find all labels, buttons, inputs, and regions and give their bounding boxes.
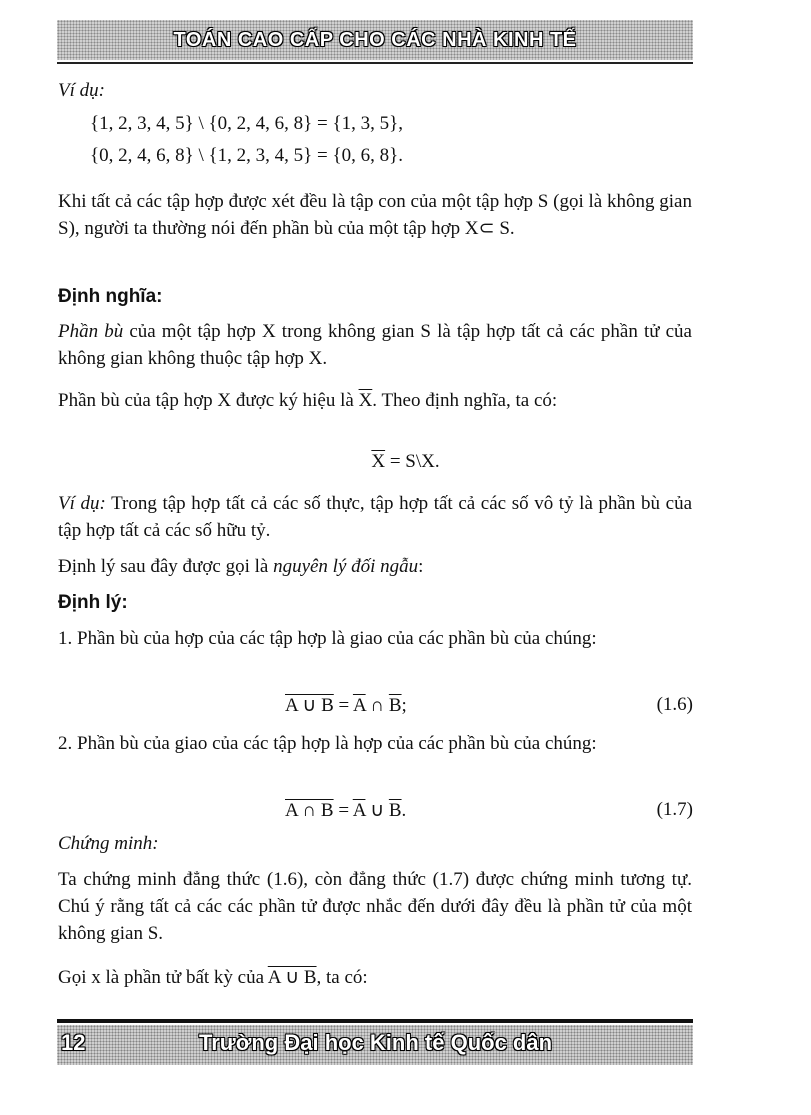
eq16-end: ; <box>401 695 407 716</box>
example2-label: Ví dụ: <box>58 493 106 514</box>
eq17-b: $\overline{B}$ <box>388 800 402 821</box>
eq16-op: ∩ <box>365 695 389 716</box>
example2-text: Trong tập hợp tất cả các số thực, tập hợp tất cả các số vô tỷ là phần bù của tập hợp tất cả các số hữu tỷ. <box>58 493 693 541</box>
equation-1-6 <box>285 694 407 717</box>
paragraph-subspace: Khi tất cả các tập hợp được xét đều là tập con của một tập hợp S (gọi là không gian S), người ta thường nói đến phần bù của một tập hợp X⊂ S. <box>58 191 692 239</box>
formula-x-bar: $\overline{X}$ <box>371 451 386 472</box>
notation-symbol: $\overline{X}$ <box>358 390 373 411</box>
footer-rule <box>57 1019 693 1023</box>
proof-label: Chứng minh: <box>58 833 159 854</box>
eq17-end: . <box>401 800 407 821</box>
example-irrational-paragraph <box>58 490 692 544</box>
eq16-a: $\overline{A}$ <box>352 695 366 716</box>
notation-paragraph <box>58 387 692 414</box>
equation-number-1-7: (1.7) <box>656 799 693 820</box>
definition-paragraph <box>58 318 692 372</box>
notation-before: Phần bù của tập hợp X được ký hiệu là <box>58 390 359 411</box>
running-header <box>57 20 693 60</box>
example-set-line-1: {1, 2, 3, 4, 5} \ {0, 2, 4, 6, 8} = {1, 3, 5}, <box>90 113 403 134</box>
example-set-line-2: {0, 2, 4, 6, 8} \ {1, 2, 3, 4, 5} = {0, 6, 8}. <box>90 145 403 166</box>
duality-after: : <box>418 556 424 577</box>
eq16-b: $\overline{B}$ <box>388 695 402 716</box>
eq17-mid: = <box>333 800 353 821</box>
eq17-lhs: A ∩ B <box>285 800 334 821</box>
equation-1-7 <box>285 799 406 822</box>
notation-after: . Theo định nghĩa, ta có: <box>372 390 558 411</box>
last-before: Gọi x là phần tử bất kỳ của <box>58 967 268 988</box>
theorem-heading: Định lý: <box>58 592 128 613</box>
last-after: , ta có: <box>316 967 368 988</box>
definition-text: của một tập hợp X trong không gian S là tập hợp tất cả các phần tử của không gian không thuộc tập hợp X. <box>58 321 692 369</box>
theorem-item-2: 2. Phần bù của giao của các tập hợp là hợp của các phần bù của chúng: <box>58 733 597 754</box>
equation-number-1-6: (1.6) <box>656 694 693 715</box>
theorem-item-1: 1. Phần bù của hợp của các tập hợp là giao của các phần bù của chúng: <box>58 628 597 649</box>
eq16-mid: = <box>333 695 353 716</box>
eq17-a: $\overline{A}$ <box>352 800 366 821</box>
footer-university: Trường Đại học Kinh tế Quốc dân <box>199 1030 553 1055</box>
proof-start-sentence <box>58 966 368 989</box>
page-number: 12 <box>61 1030 86 1055</box>
proof-paragraph: Ta chứng minh đẳng thức (1.6), còn đẳng thức (1.7) được chứng minh tương tự. Chú ý rằng tất cả các các phần tử được nhắc đến dưới đây đều là phần tử của một không gian S. <box>58 869 692 944</box>
last-symbol: A ∪ B <box>267 967 317 988</box>
header-rule <box>57 62 693 64</box>
formula-rest: = S\X. <box>385 451 440 472</box>
eq17-op: ∪ <box>365 800 389 821</box>
running-header-title: TOÁN CAO CẤP CHO CÁC NHÀ KINH TẾ <box>173 28 577 51</box>
duality-sentence <box>58 556 423 578</box>
eq16-lhs: A ∪ B <box>285 695 334 716</box>
complement-formula <box>0 451 811 473</box>
duality-before: Định lý sau đây được gọi là <box>58 556 274 577</box>
definition-term: Phần bù <box>58 321 124 342</box>
definition-heading: Định nghĩa: <box>58 286 163 307</box>
duality-term: nguyên lý đối ngẫu <box>273 556 419 577</box>
example-label: Ví dụ: <box>58 80 105 101</box>
running-footer <box>57 1025 693 1065</box>
